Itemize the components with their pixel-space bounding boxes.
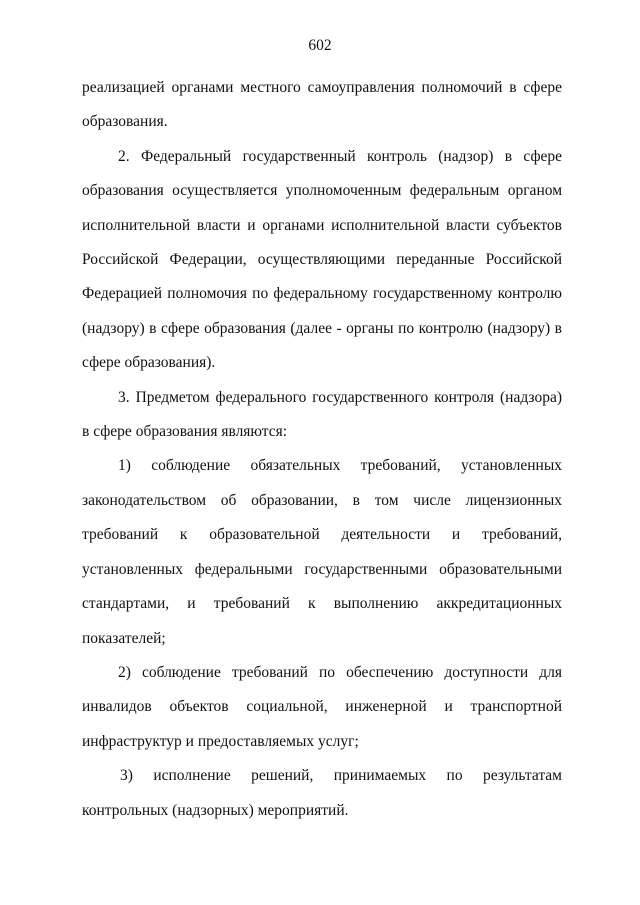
paragraph-continuation: реализацией органами местного самоуправления полномочий в сфере образования. bbox=[82, 79, 562, 131]
paragraph-item-3: 3. Предметом федерального государственного контроля (надзора) в сфере образования являются: bbox=[82, 388, 562, 441]
paragraph-subitem-2: 2) соблюдение требований по обеспечению доступности для инвалидов объектов социальной, инженерной и транспортной инфраструктур и предоставляемых услуг; bbox=[82, 663, 562, 750]
paragraph-subitem-3: 3) исполнение решений, принимаемых по результатам контрольных (надзорных) мероприятий. bbox=[82, 767, 562, 819]
document-text bbox=[82, 71, 562, 828]
paragraph-subitem-1: 1) соблюдение обязательных требований, установленных законодательством об образовании, в том числе лицензионных требований к образовательной деятельности и требований, установленных федеральными государственными образовательными стандартами, и требований к выполнению аккредитационных показателей; bbox=[82, 457, 562, 647]
paragraph-item-2: 2. Федеральный государственный контроль (надзор) в сфере образования осуществляется уполномоченным федеральным органом исполнительной власти и органами исполнительной власти субъектов Российской Федерации, осуществляющими переданные Российской Федерацией полномочия по федеральному государственному контролю (надзору) в сфере образования (далее - органы по контролю (надзору) в сфере образования). bbox=[82, 147, 562, 372]
page-number: 602 bbox=[308, 37, 332, 54]
